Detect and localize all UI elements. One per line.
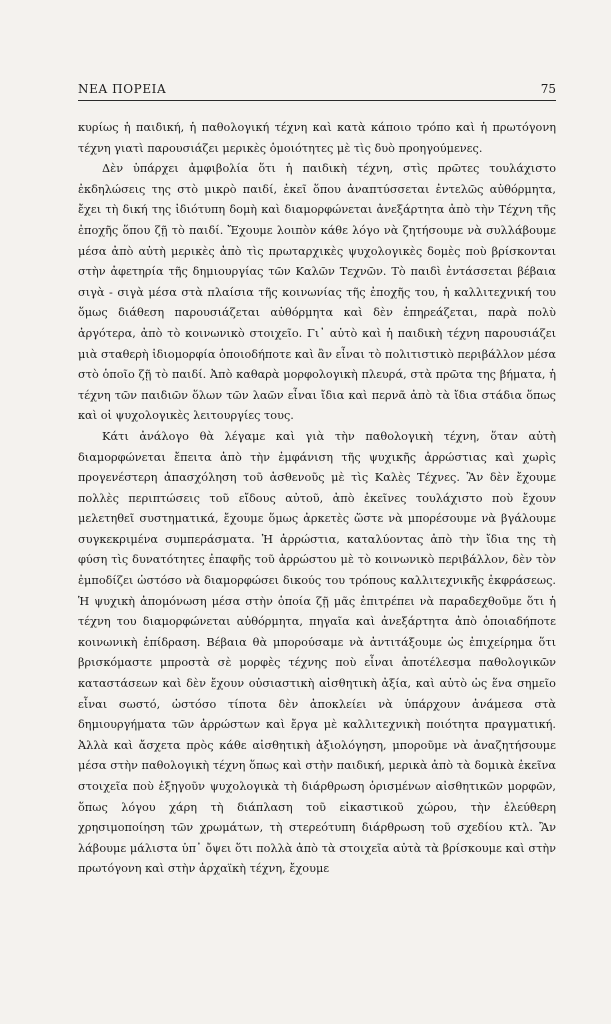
page-number: 75 xyxy=(540,82,556,96)
paragraph-childrens-art: Δὲν ὑπάρχει ἀμφιβολία ὅτι ἡ παιδικὴ τέχνη, στὶς πρῶτες τουλάχιστο ἐκδηλώσεις της στὸ μικρὸ παιδί, ἐκεῖ ὅπου ἀναπτύσσεται ἐντελῶς αὐθόρμητα, ἔχει τὴ δική της ἰδιότυπη δομὴ καὶ διαμορφώνεται ἀνεξάρτητα ἀπὸ τὴν Τέχνη τῆς ἐποχῆς ὅπου ζῇ τὸ παιδί. Ἔχουμε λοιπὸν κάθε λόγο νὰ ζητήσουμε νὰ συλλάβουμε μέσα ἀπὸ αὐτὴ μερικὲς ἀπὸ τὶς πρωταρχικὲς ψυχολογικὲς δομὲς ποὺ βρίσκονται στὴν ἀφετηρία τῆς δημιουργίας τῶν Καλῶν Τεχνῶν. Τὸ παιδὶ ἐντάσσεται βέβαια σιγὰ - σιγὰ μέσα στὰ πλαίσια τῆς κοινωνίας τῆς ἐποχῆς του, ἡ καλλιτεχνική του ὅμως διάθεση παρουσιάζεται αὐθόρμητα καὶ δὲν ἐπηρεάζεται, παρὰ πολὺ ἀργότερα, ἀπὸ τὸ κοινωνικὸ στοιχεῖο. Γι᾽ αὐτὸ καὶ ἡ παιδικὴ τέχνη παρουσιάζει μιὰ σταθερὴ ἰδιομορφία ὁποιοδήποτε καὶ ἂν εἶναι τὸ πολιτιστικὸ περιβάλλον μέσα στὸ ὁποῖο ζῇ τὸ παιδί. Ἀπὸ καθαρὰ μορφολογικὴ πλευρά, στὰ πρῶτα της βήματα, ἡ τέχνη τῶν παιδιῶν ὅλων τῶν λαῶν εἶναι ἴδια καὶ περνᾶ ἀπὸ τὰ ἴδια στάδια ὅπως καὶ οἱ ψυχολογικὲς λειτουργίες τους. xyxy=(78,162,556,423)
header-rule xyxy=(78,100,556,101)
page-header xyxy=(78,80,556,102)
paragraph-pathological-art: Κάτι ἀνάλογο θὰ λέγαμε καὶ γιὰ τὴν παθολογικὴ τέχνη, ὅταν αὐτὴ διαμορφώνεται ἔπειτα ἀπὸ τὴν ἐμφάνιση τῆς ψυχικῆς ἀρρώστιας καὶ χωρὶς προγενέστερη ἀπασχόληση τοῦ ἀσθενοῦς μὲ τὶς Καλὲς Τέχνες. Ἂν δὲν ἔχουμε πολλὲς περιπτώσεις τοῦ εἴδους αὐτοῦ, ἀπὸ ἐκεῖνες τουλάχιστο ποὺ ἔχουν μελετηθεῖ συστηματικά, ἔχουμε ὅμως ἀρκετὲς ὥστε νὰ μπορέσουμε νὰ βγάλουμε συγκεκριμένα συμπεράσματα. Ἡ ἀρρώστια, καταλύοντας ἀπὸ τὴν ἴδια της τὴ φύση τὶς δυνατότητες ἐπαφῆς τοῦ ἀρρώστου μὲ τὸ κοινωνικὸ περιβάλλον, δὲν τὸν ἐμποδίζει ὡστόσο νὰ διαμορφώσει δικούς του τρόπους καλλιτεχνικῆς ἐκφράσεως. Ἡ ψυχικὴ ἀπομόνωση μέσα στὴν ὁποία ζῇ μᾶς ἐπιτρέπει νὰ παραδεχθοῦμε ὅτι ἡ τέχνη του διαμορφώνεται αὐθόρμητα, πηγαῖα καὶ ἀνεξάρτητα ἀπὸ ὁποιαδήποτε κοινωνικὴ ἐπίδραση. Βέβαια θὰ μπορούσαμε νὰ ἀντιτάξουμε ὡς ἐπιχείρημα ὅτι βρισκόμαστε μπροστὰ σὲ μορφὲς τέχνης ποὺ εἶναι ἀποτέλεσμα παθολογικῶν καταστάσεων καὶ δὲν ἔχουν οὐσιαστικὴ αἰσθητικὴ ἀξία, καὶ αὐτὸ ὡς ἕνα σημεῖο εἶναι σωστό, ὡστόσο τίποτα δὲν ἀποκλείει νὰ ὑπάρχουν ἀνάμεσα στὰ δημιουργήματα τῶν ἀρρώστων καὶ ἔργα μὲ καλλιτεχνικὴ ποιότητα πραγματική. Ἀλλὰ καὶ ἄσχετα πρὸς κάθε αἰσθητικὴ ἀξιολόγηση, μποροῦμε νὰ ἀναζητήσουμε μέσα στὴν παθολογικὴ τέχνη ὅπως καὶ στὴν παιδική, μερικὰ ἀπὸ τὰ δομικὰ ἐκεῖνα στοιχεῖα ποὺ ἐξηγοῦν ψυχολογικὰ τὴ διάρθρωση ὁρισμένων αἰσθητικῶν μορφῶν, ὅπως λόγου χάρη τὴ διάπλαση τοῦ εἰκαστικοῦ χώρου, τὴν ἐλεύθερη χρησιμοποίηση τῶν χρωμάτων, τὴ στερεότυπη διάρθρωση τοῦ σχεδίου κτλ. Ἂν λάβουμε μάλιστα ὑπ᾽ ὄψει ὅτι πολλὰ ἀπὸ τὰ στοιχεῖα αὐτὰ τὰ βρίσκουμε καὶ στὴν πρωτόγονη καὶ στὴν ἀρχαϊκὴ τέχνη, ἔχουμε xyxy=(78,429,556,876)
body-text xyxy=(78,118,556,880)
paragraph-continuation: κυρίως ἡ παιδική, ἡ παθολογική τέχνη καὶ κατὰ κάποιο τρόπο καὶ ἡ πρωτόγονη τέχνη γιατὶ παρουσιάζει μερικὲς ὁμοιότητες μὲ τὶς δυὸ προηγούμενες. xyxy=(78,121,556,155)
running-title: ΝΕΑ ΠΟΡΕΙΑ xyxy=(78,82,167,96)
